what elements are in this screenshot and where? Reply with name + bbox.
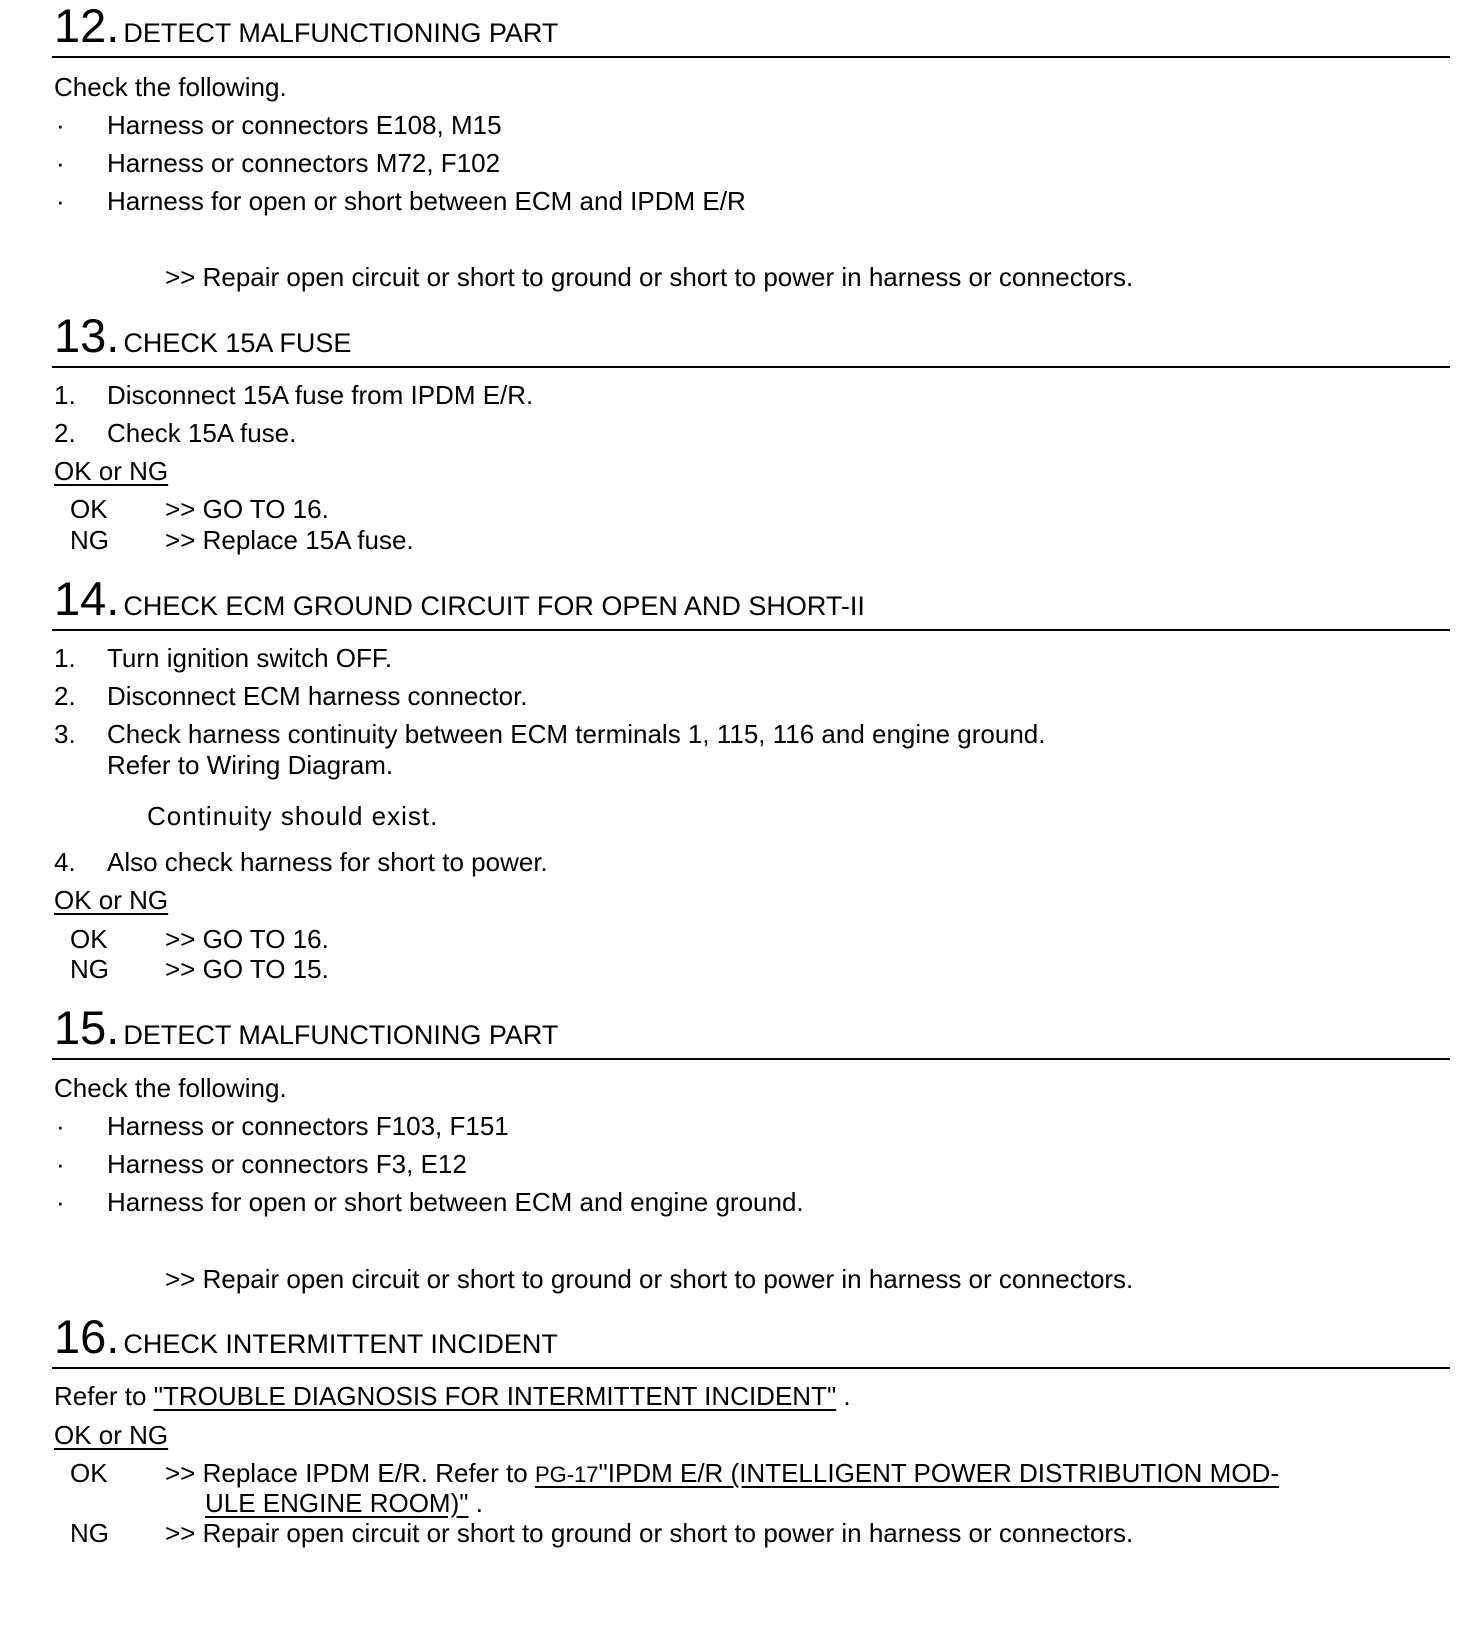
intro-text: Check the following. xyxy=(54,1073,287,1103)
result-label-ng: NG xyxy=(70,525,109,555)
ok-or-ng-label: OK or NG xyxy=(54,1420,169,1450)
list-item: Harness or connectors E108, M15 xyxy=(107,110,502,140)
section-title: CHECK ECM GROUND CIRCUIT FOR OPEN AND SHORT-II xyxy=(123,591,865,621)
ok-suffix: . xyxy=(468,1488,483,1518)
result-text-ok xyxy=(165,1458,1279,1490)
ok-or-ng-label: OK or NG xyxy=(54,456,169,486)
list-item: Harness or connectors F3, E12 xyxy=(107,1149,467,1179)
action-text: >> Repair open circuit or short to ground or short to power in harness or connectors. xyxy=(165,1264,1134,1294)
step-index: 4. xyxy=(54,847,76,877)
step-text: Disconnect 15A fuse from IPDM E/R. xyxy=(107,380,534,410)
step-text-continued: Refer to Wiring Diagram. xyxy=(107,750,394,780)
step-text: Turn ignition switch OFF. xyxy=(107,643,393,673)
refer-suffix: . xyxy=(836,1381,851,1411)
action-text: >> Repair open circuit or short to ground or short to power in harness or connectors. xyxy=(165,262,1134,292)
ipdm-link[interactable]: "IPDM E/R (INTELLIGENT POWER DISTRIBUTION MOD- xyxy=(598,1458,1279,1488)
section-title: DETECT MALFUNCTIONING PART xyxy=(123,1020,559,1050)
refer-prefix: Refer to xyxy=(54,1381,154,1411)
result-text-ok: >> GO TO 16. xyxy=(165,924,329,954)
ipdm-link-continued[interactable]: ULE ENGINE ROOM)" xyxy=(205,1488,469,1518)
bullet: · xyxy=(56,148,65,178)
result-text-ng: >> GO TO 15. xyxy=(165,954,329,984)
section-12-heading xyxy=(54,2,558,50)
step-index: 1. xyxy=(54,643,76,673)
section-16-heading xyxy=(54,1310,558,1363)
result-text-ok-continued xyxy=(205,1488,483,1518)
trouble-diagnosis-link[interactable]: "TROUBLE DIAGNOSIS FOR INTERMITTENT INCIDENT" xyxy=(153,1381,837,1411)
step-text: Check 15A fuse. xyxy=(107,418,297,448)
result-text-ng: >> Repair open circuit or short to ground or short to power in harness or connectors. xyxy=(165,1518,1134,1548)
section-title: CHECK INTERMITTENT INCIDENT xyxy=(123,1329,558,1359)
intro-text: Check the following. xyxy=(54,72,287,102)
bullet: · xyxy=(56,186,65,216)
step-text: Check harness continuity between ECM terminals 1, 115, 116 and engine ground. xyxy=(107,719,1046,749)
step-number: 15. xyxy=(54,1001,120,1054)
pg-17-link[interactable]: PG-17 xyxy=(534,1462,599,1487)
bullet: · xyxy=(56,1187,65,1217)
result-label-ng: NG xyxy=(70,1518,109,1548)
section-title: DETECT MALFUNCTIONING PART xyxy=(123,18,559,48)
step-index: 2. xyxy=(54,681,76,711)
result-label-ng: NG xyxy=(70,954,109,984)
section-14-heading xyxy=(54,572,865,625)
step-index: 3. xyxy=(54,719,76,749)
section-title: CHECK 15A FUSE xyxy=(123,328,352,358)
heading-rule xyxy=(52,1367,1450,1369)
result-label-ok: OK xyxy=(70,1458,108,1488)
result-text-ng: >> Replace 15A fuse. xyxy=(165,525,414,555)
step-text: Disconnect ECM harness connector. xyxy=(107,681,528,711)
list-item: Harness or connectors F103, F151 xyxy=(107,1111,509,1141)
section-13-heading xyxy=(54,309,352,362)
step-text: Also check harness for short to power. xyxy=(107,847,548,877)
specification-text: Continuity should exist. xyxy=(147,801,439,831)
step-number: 13. xyxy=(54,309,120,362)
ok-or-ng-label: OK or NG xyxy=(54,885,169,915)
bullet: · xyxy=(56,1149,65,1179)
bullet: · xyxy=(56,1111,65,1141)
step-index: 1. xyxy=(54,380,76,410)
refer-line xyxy=(54,1381,851,1411)
step-number: 14. xyxy=(54,572,120,625)
result-text-ok: >> GO TO 16. xyxy=(165,494,329,524)
bullet: · xyxy=(56,110,65,140)
list-item: Harness or connectors M72, F102 xyxy=(107,148,501,178)
heading-rule xyxy=(52,366,1450,368)
list-item: Harness for open or short between ECM and engine ground. xyxy=(107,1187,804,1217)
section-15-heading xyxy=(54,1001,559,1054)
result-label-ok: OK xyxy=(70,924,108,954)
heading-rule xyxy=(52,56,1450,58)
step-index: 2. xyxy=(54,418,76,448)
heading-rule xyxy=(52,629,1450,631)
heading-rule xyxy=(52,1058,1450,1060)
step-number: 12. xyxy=(54,0,120,52)
list-item: Harness for open or short between ECM and IPDM E/R xyxy=(107,186,746,216)
ok-prefix: >> Replace IPDM E/R. Refer to xyxy=(165,1458,535,1488)
result-label-ok: OK xyxy=(70,494,108,524)
step-number: 16. xyxy=(54,1310,120,1363)
